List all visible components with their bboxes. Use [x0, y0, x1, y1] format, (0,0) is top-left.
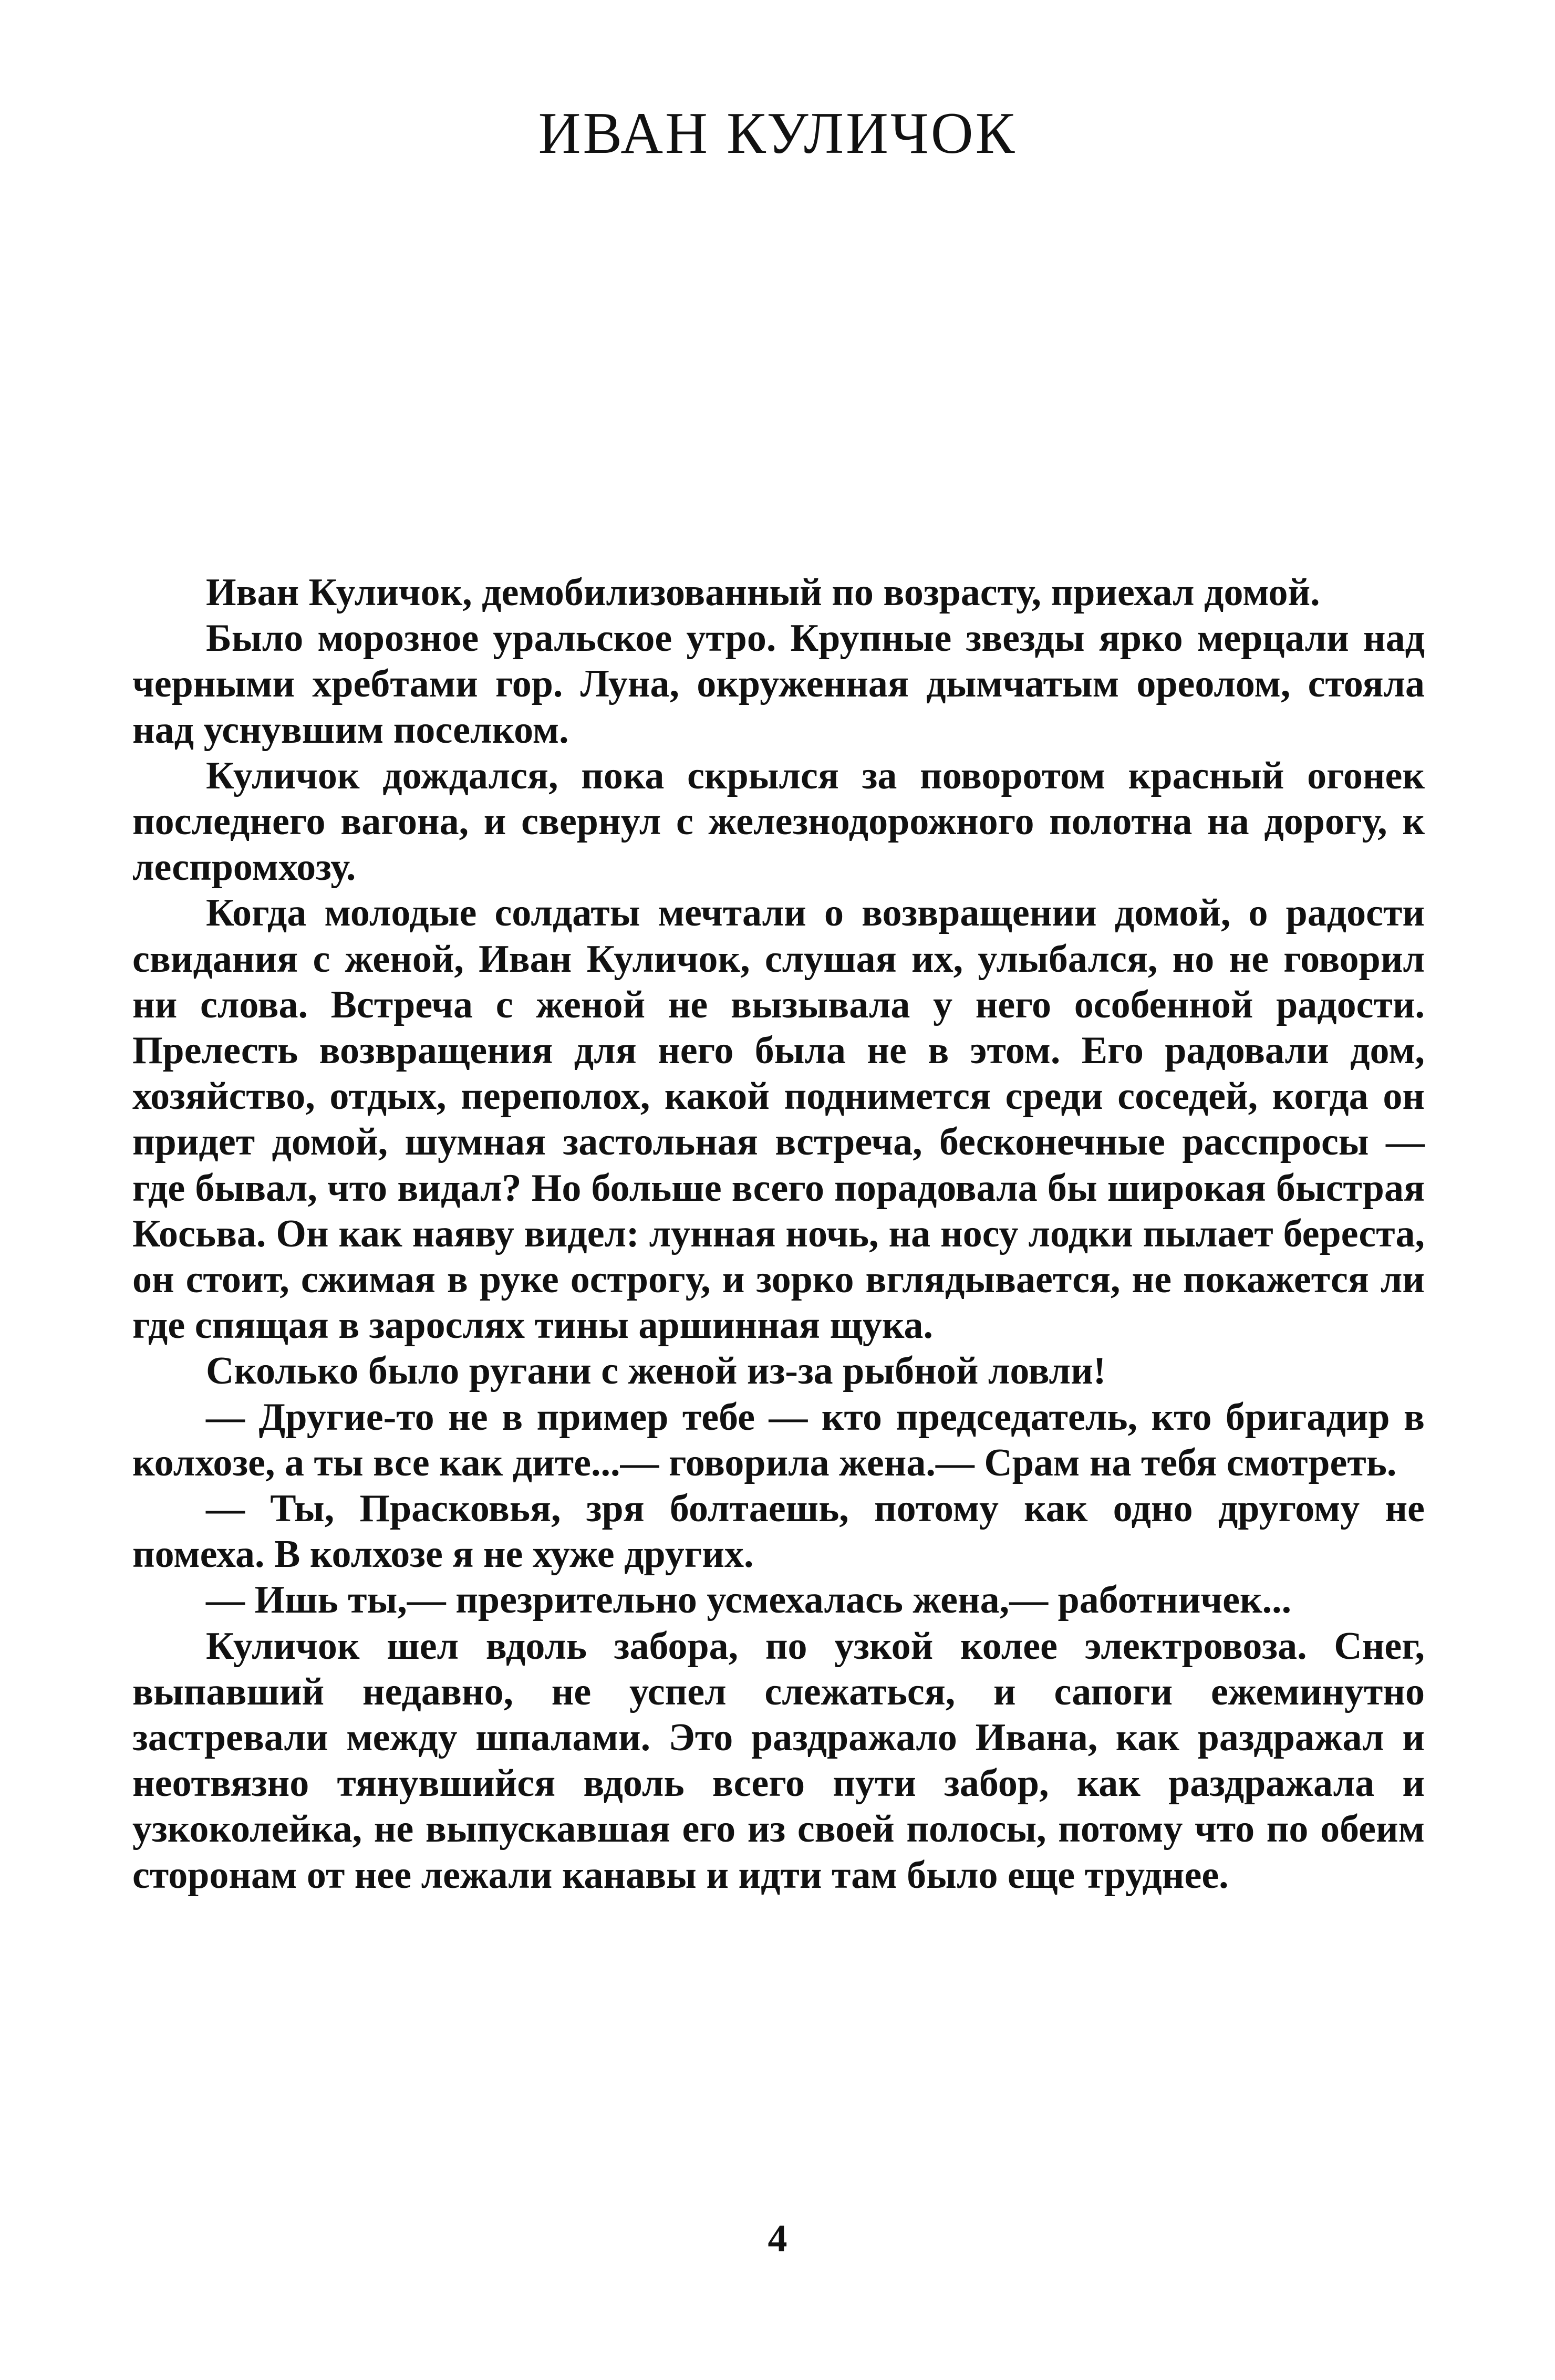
paragraph: — Другие-то не в пример тебе — кто председатель, кто бригадир в колхозе, а ты все как дите...— говорила жена.— Срам на тебя смотреть. [132, 1395, 1425, 1484]
chapter-title: ИВАН КУЛИЧОК [538, 101, 1017, 166]
paragraph: Когда молодые солдаты мечтали о возвращении домой, о радости свидания с женой, Иван Куличок, слушая их, улыбался, но не говорил ни слова. Встреча с женой не вызывала у него особенной радости. Прелесть возвращения для него была не в этом. Его радовали дом, хозяйство, отдых, переполох, какой поднимется среди соседей, когда он придет домой, шумная застольная встреча, бесконечные расспросы — где бывал, что видал? Но больше всего порадовала бы широкая быстрая Косьва. Он как наяву видел: лунная ночь, на носу лодки пылает береста, он стоит, сжимая в руке острогу, и зорко вглядывается, не покажется ли где спящая в зарослях тины аршинная щука. [132, 891, 1425, 1347]
page-number: 4 [768, 2217, 787, 2260]
paragraph: Куличок дождался, пока скрылся за поворотом красный огонек последнего вагона, и свернул с железнодорожного полотна на дорогу, к леспромхозу. [132, 754, 1425, 889]
paragraph: — Ты, Прасковья, зря болтаешь, потому как одно другому не помеха. В колхозе я не хуже других. [132, 1487, 1425, 1576]
paragraph: Сколько было ругани с женой из-за рыбной ловли! [206, 1349, 1106, 1393]
paragraph: Иван Куличок, демобилизованный по возрасту, приехал домой. [206, 571, 1320, 614]
body-text [132, 570, 1425, 1898]
paragraph: — Ишь ты,— презрительно усмехалась жена,— работничек... [206, 1578, 1292, 1622]
paragraph: Было морозное уральское утро. Крупные звезды ярко мерцали над черными хребтами гор. Луна, окруженная дымчатым ореолом, стояла над уснувшим поселком. [132, 617, 1425, 752]
paragraph: Куличок шел вдоль забора, по узкой колее электровоза. Снег, выпавший недавно, не успел слежаться, и сапоги ежеминутно застревали между шпалами. Это раздражало Ивана, как раздражал и неотвязно тянувшийся вдоль всего пути забор, как раздражала и узкоколейка, не выпускавшая его из своей полосы, потому что по обеим сторонам от нее лежали канавы и идти там было еще труднее. [132, 1624, 1425, 1897]
